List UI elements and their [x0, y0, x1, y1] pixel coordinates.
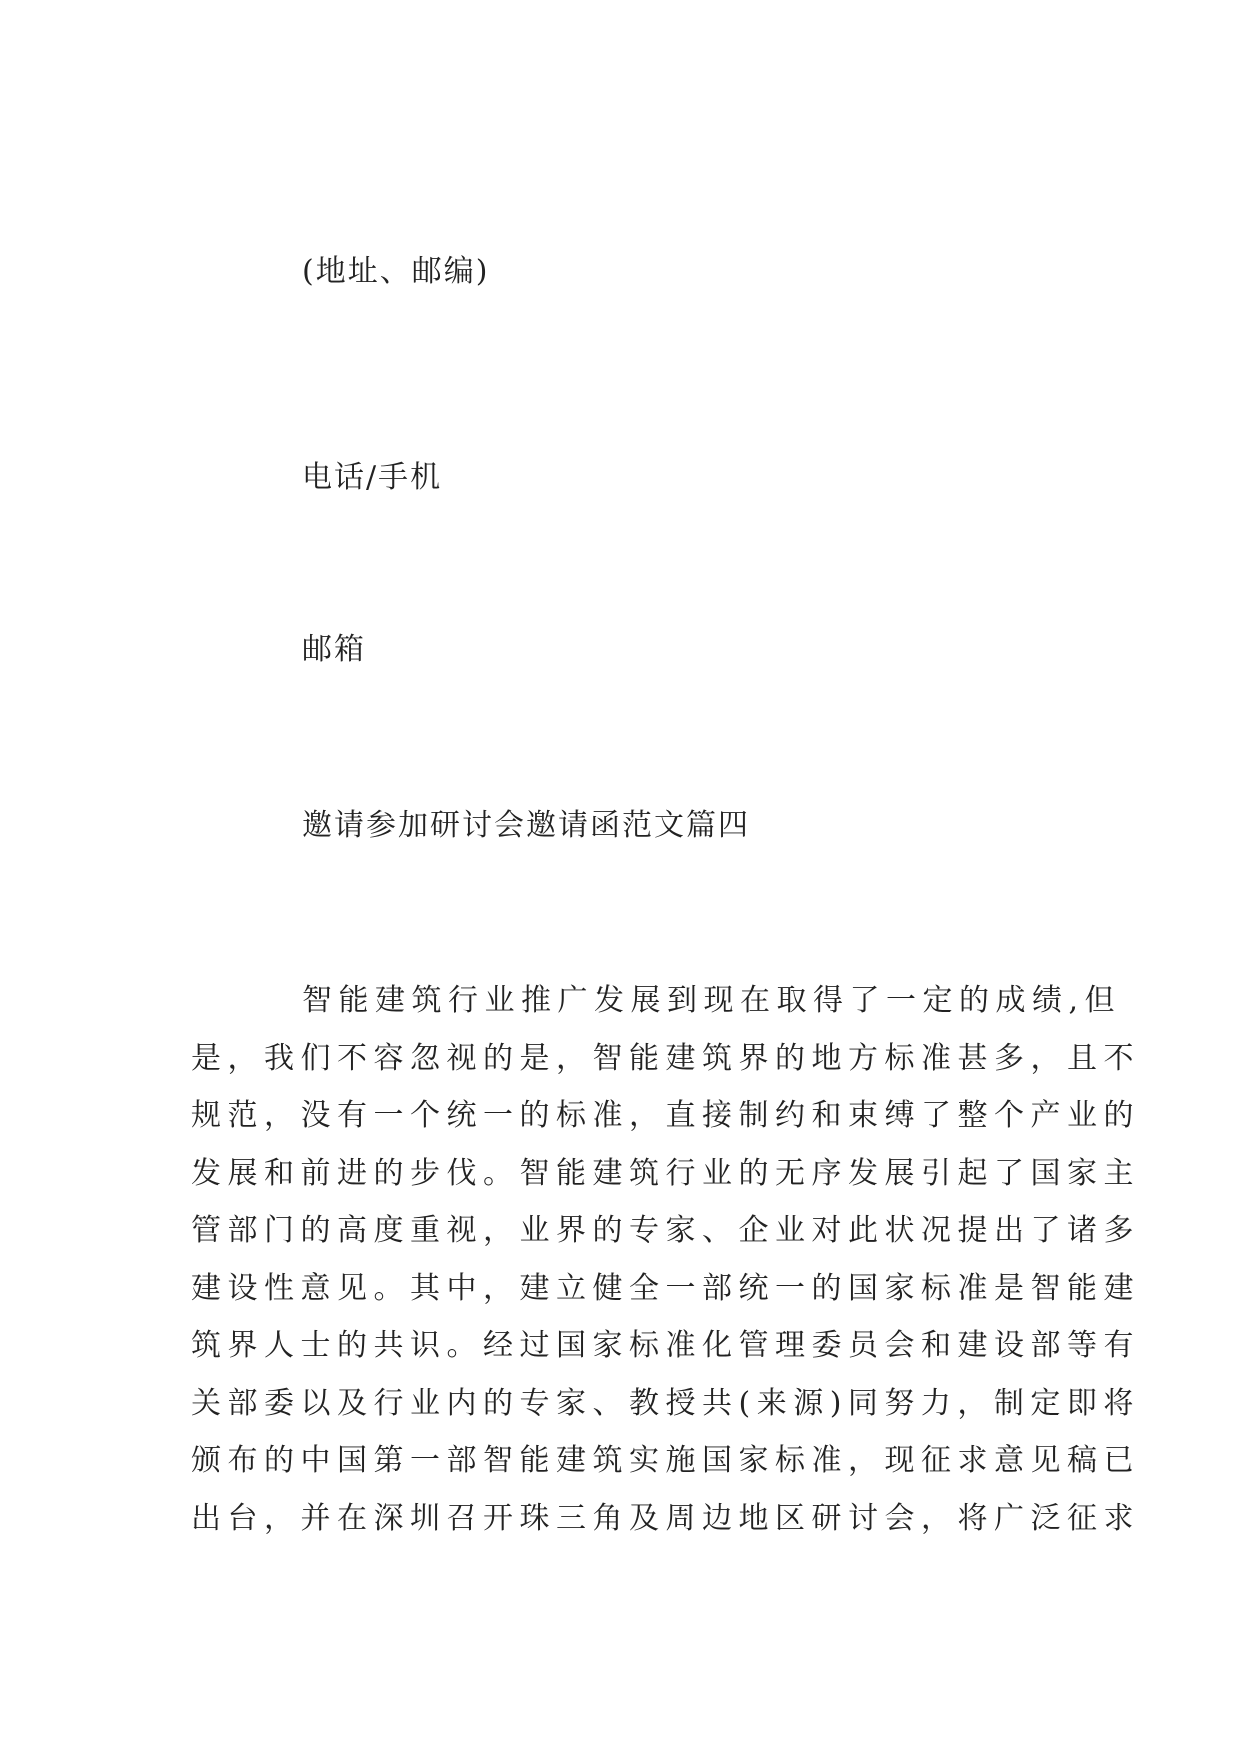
- paragraph-line: 规范，没有一个统一的标准，直接制约和束缚了整个产业的: [191, 1098, 1140, 1133]
- paragraph-line: 是，我们不容忽视的是，智能建筑界的地方标准甚多，且不: [191, 1040, 1140, 1076]
- paragraph-line: 关部委以及行业内的专家、教授共(来源)同努力，制定即将: [191, 1385, 1140, 1421]
- paragraph-line: 筑界人士的共识。经过国家标准化管理委员会和建设部等有: [191, 1328, 1140, 1363]
- paragraph-line: 智能建筑行业推广发展到现在取得了一定的成绩,但: [302, 983, 1122, 1018]
- email-line: 邮箱: [302, 632, 366, 667]
- address-postcode-line: (地址、邮编): [302, 254, 490, 289]
- phone-mobile-line: 电话/手机: [302, 460, 443, 495]
- paragraph-line: 颁布的中国第一部智能建筑实施国家标准，现征求意见稿已: [191, 1443, 1140, 1478]
- body-paragraph: [191, 972, 1140, 1547]
- paragraph-line: 发展和前进的步伐。智能建筑行业的无序发展引起了国家主: [191, 1155, 1140, 1191]
- section-heading: 邀请参加研讨会邀请函范文篇四: [302, 808, 750, 843]
- paragraph-line: 出台，并在深圳召开珠三角及周边地区研讨会，将广泛征求: [191, 1500, 1140, 1536]
- paragraph-line: 管部门的高度重视，业界的专家、企业对此状况提出了诸多: [191, 1213, 1140, 1248]
- paragraph-line: 建设性意见。其中，建立健全一部统一的国家标准是智能建: [191, 1270, 1140, 1306]
